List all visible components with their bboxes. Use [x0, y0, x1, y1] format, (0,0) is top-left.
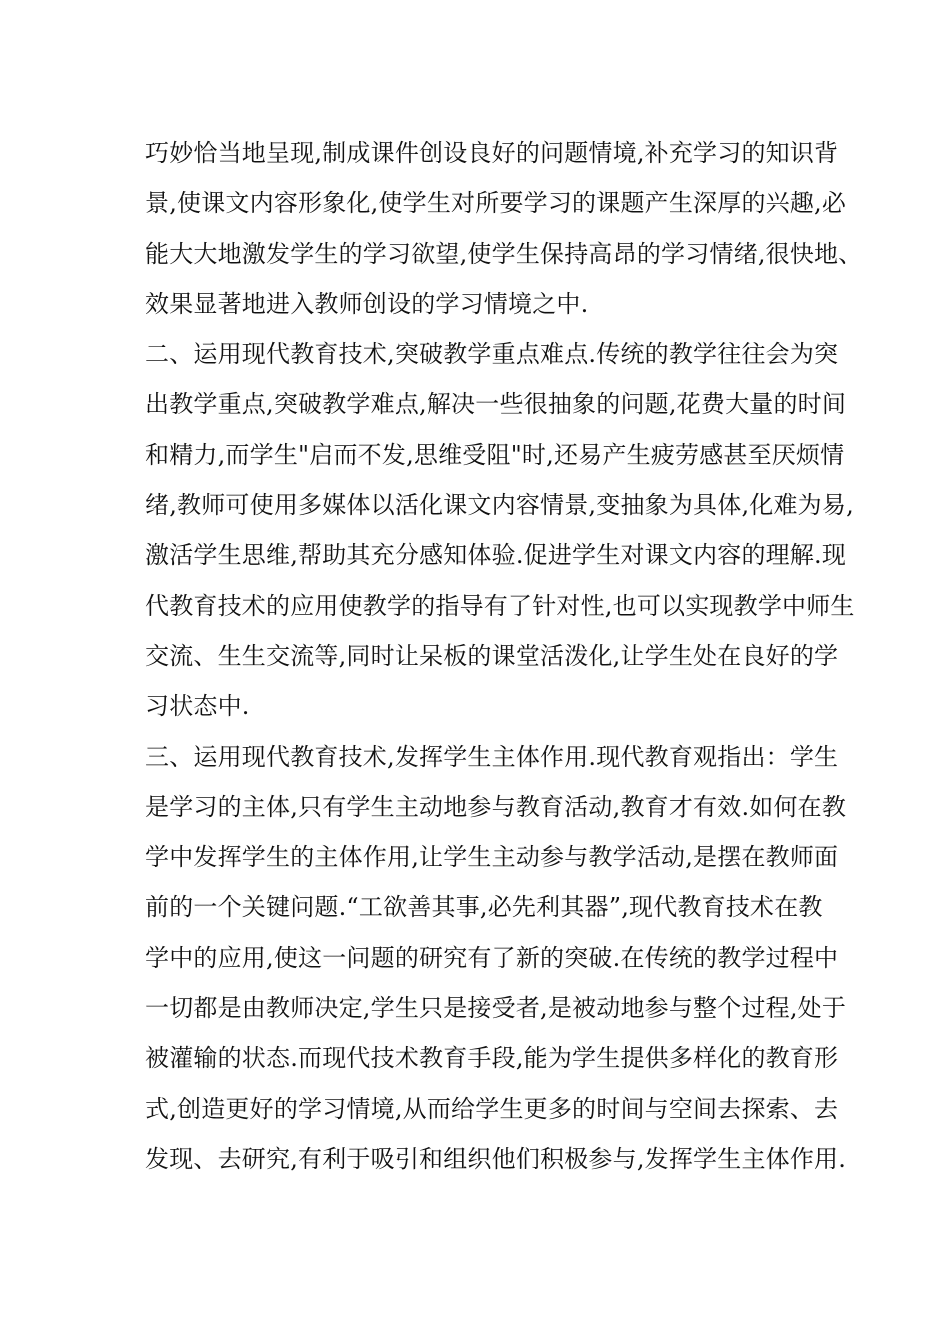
- text-line-7: 和精力,而学生"启而不发,思维受阻"时,还易产生疲劳感甚至厌烦情: [145, 440, 845, 469]
- text-line-9: 激活学生思维,帮助其充分感知体验.促进学生对课文内容的理解.现: [145, 541, 847, 570]
- text-line-10: 代教育技术的应用使教学的指导有了针对性,也可以实现教学中师生: [145, 591, 855, 620]
- text-line-8: 绪,教师可使用多媒体以活化课文内容情景,变抽象为具体,化难为易,: [145, 491, 854, 520]
- text-line-13: 三、运用现代教育技术,发挥学生主体作用.现代教育观指出：学生: [145, 742, 839, 771]
- body-text: [145, 128, 863, 1184]
- text-line-18: 一切都是由教师决定,学生只是接受者,是被动地参与整个过程,处于: [145, 994, 847, 1023]
- text-line-6: 出教学重点,突破教学难点,解决一些很抽象的问题,花费大量的时间: [145, 390, 847, 419]
- text-line-4: 效果显著地进入教师创设的学习情境之中.: [145, 289, 589, 318]
- text-line-21: 发现、去研究,有利于吸引和组织他们积极参与,发挥学生主体作用.: [145, 1144, 847, 1173]
- text-line-3: 能大大地激发学生的学习欲望,使学生保持高昂的学习情绪,很快地、: [145, 239, 863, 268]
- text-line-19: 被灌输的状态.而现代技术教育手段,能为学生提供多样化的教育形: [145, 1044, 839, 1073]
- text-line-16: 前的一个关键问题.“工欲善其事,必先利其器”,现代教育技术在教: [145, 893, 823, 922]
- text-line-14: 是学习的主体,只有学生主动地参与教育活动,教育才有效.如何在教: [145, 792, 847, 821]
- text-line-2: 景,使课文内容形象化,使学生对所要学习的课题产生深厚的兴趣,必: [145, 189, 847, 218]
- text-line-5: 二、运用现代教育技术,突破教学重点难点.传统的教学往往会为突: [145, 340, 839, 369]
- text-line-12: 习状态中.: [145, 692, 250, 721]
- text-line-1: 巧妙恰当地呈现,制成课件创设良好的问题情境,补充学习的知识背: [145, 139, 839, 167]
- text-line-15: 学中发挥学生的主体作用,让学生主动参与教学活动,是摆在教师面: [145, 843, 839, 872]
- text-line-11: 交流、生生交流等,同时让呆板的课堂活泼化,让学生处在良好的学: [145, 641, 839, 670]
- text-line-17: 学中的应用,使这一问题的研究有了新的突破.在传统的教学过程中: [145, 943, 839, 972]
- text-line-20: 式,创造更好的学习情境,从而给学生更多的时间与空间去探索、去: [145, 1094, 839, 1123]
